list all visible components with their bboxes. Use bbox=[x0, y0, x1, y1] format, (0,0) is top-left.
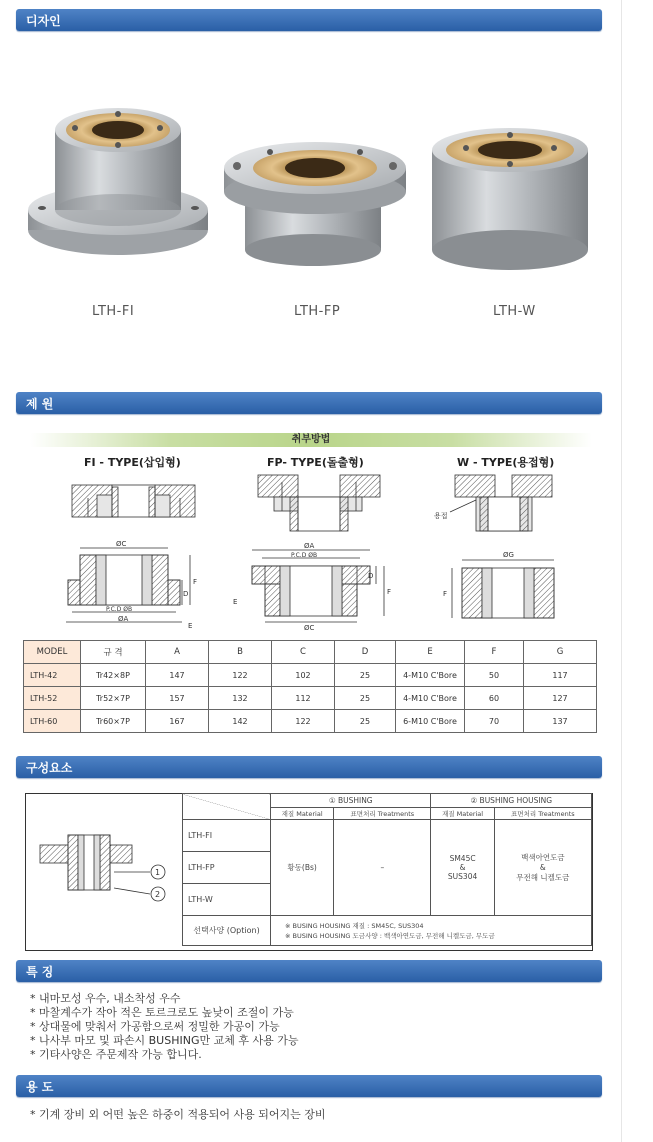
section-title-usage: 용 도 bbox=[26, 1080, 54, 1094]
comp-option-text bbox=[271, 916, 592, 946]
list-item: * 기타사양은 주문제작 가능 합니다. bbox=[30, 1048, 202, 1061]
spec-header-cell: D bbox=[335, 641, 396, 664]
comp-header-housing: ② BUSHING HOUSING bbox=[431, 794, 592, 808]
comp-model-cell: LTH-FI bbox=[183, 820, 271, 852]
comp-housing-material-line: SUS304 bbox=[447, 872, 478, 881]
dim-fp-f: F bbox=[387, 588, 392, 596]
spec-header-cell: C bbox=[272, 641, 335, 664]
comp-sub-material: 재질 Material bbox=[431, 808, 494, 820]
section-title-components: 구성요소 bbox=[26, 761, 73, 775]
spec-cell: 60 bbox=[465, 687, 524, 710]
section-title-spec: 제 원 bbox=[26, 397, 54, 411]
table-row bbox=[24, 687, 597, 710]
table-row bbox=[24, 710, 597, 733]
mounting-drawings bbox=[0, 470, 620, 635]
spec-cell: 132 bbox=[209, 687, 272, 710]
dim-fp-e: E bbox=[233, 598, 238, 606]
features-list bbox=[30, 992, 298, 1062]
callout-2: 2 bbox=[155, 890, 161, 899]
product-image-fi bbox=[28, 108, 208, 255]
dim-fi-e: E bbox=[188, 622, 193, 630]
dim-fp-b: P.C.D ØB bbox=[291, 552, 318, 559]
product-label-w: LTH-W bbox=[493, 304, 536, 319]
list-item: * 마찰계수가 작아 적은 토르크로도 높낮이 조절이 가능 bbox=[30, 1006, 294, 1019]
spec-cell: 167 bbox=[146, 710, 209, 733]
section-bar-components bbox=[16, 756, 602, 778]
dim-fp-c: ØC bbox=[304, 624, 315, 632]
dim-fp-d: D bbox=[368, 572, 374, 580]
comp-option-label: 선택사양 (Option) bbox=[183, 916, 271, 946]
comp-sub-treatment: 표면처리 Treatments bbox=[494, 808, 591, 820]
weld-label: 용접 bbox=[434, 512, 448, 520]
spec-cell: 147 bbox=[146, 664, 209, 687]
spec-cell: 25 bbox=[335, 687, 396, 710]
spec-cell: LTH-60 bbox=[24, 710, 81, 733]
spec-cell: 112 bbox=[272, 687, 335, 710]
spec-header-cell: E bbox=[396, 641, 465, 664]
spec-cell: 25 bbox=[335, 664, 396, 687]
product-label-fp: LTH-FP bbox=[294, 304, 341, 319]
spec-cell: Tr42×8P bbox=[81, 664, 146, 687]
drawing-w-installed bbox=[450, 475, 552, 531]
spec-header-cell: B bbox=[209, 641, 272, 664]
drawing-fp-installed bbox=[258, 475, 380, 531]
list-item: * 기계 장비 외 어떤 높은 하중이 적용되어 사용 되어지는 장비 bbox=[30, 1108, 326, 1121]
type-title-fi: FI - TYPE(삽입형) bbox=[84, 456, 181, 469]
spec-table-header bbox=[24, 641, 597, 664]
product-image-w bbox=[432, 128, 588, 270]
drawing-w-section bbox=[452, 560, 554, 618]
product-label-fi: LTH-FI bbox=[92, 304, 135, 319]
spec-cell: 117 bbox=[524, 664, 597, 687]
spec-cell: 127 bbox=[524, 687, 597, 710]
spec-cell: Tr60×7P bbox=[81, 710, 146, 733]
spec-cell: 25 bbox=[335, 710, 396, 733]
dim-fi-c: ØC bbox=[116, 540, 127, 548]
spec-header-cell: G bbox=[524, 641, 597, 664]
spec-table bbox=[23, 640, 597, 733]
spec-cell: 122 bbox=[272, 710, 335, 733]
comp-model-cell: LTH-FP bbox=[183, 852, 271, 884]
comp-model-cell: LTH-W bbox=[183, 884, 271, 916]
type-title-w: W - TYPE(용접형) bbox=[457, 456, 555, 469]
drawing-fi-installed bbox=[72, 485, 195, 517]
comp-housing-treatment-line: 무전해 니켈도금 bbox=[516, 873, 570, 882]
section-title-design: 디자인 bbox=[26, 14, 61, 28]
spec-cell: Tr52×7P bbox=[81, 687, 146, 710]
spec-cell: 102 bbox=[272, 664, 335, 687]
comp-option-line: ※ BUSING HOUSING 도금사양 : 백색아연도금, 무전해 니켈도금, 무도금 bbox=[285, 931, 495, 940]
dim-fi-a: ØA bbox=[118, 615, 129, 623]
comp-corner-cell bbox=[183, 794, 271, 820]
dim-fi-f: F bbox=[193, 578, 198, 586]
list-item: * 나사부 마모 및 파손시 BUSHING만 교체 후 사용 가능 bbox=[30, 1034, 299, 1047]
comp-bushing-material: 황동(Bs) bbox=[271, 820, 334, 916]
components-table bbox=[182, 793, 592, 946]
comp-sub-treatment: 표면처리 Treatments bbox=[334, 808, 431, 820]
callout-1: 1 bbox=[155, 868, 161, 877]
comp-bushing-treatment: – bbox=[334, 820, 431, 916]
spec-header-cell: F bbox=[465, 641, 524, 664]
spec-cell: 4-M10 C'Bore bbox=[396, 664, 465, 687]
dim-fi-b: P.C.D ØB bbox=[106, 606, 133, 613]
section-bar-spec bbox=[16, 392, 602, 414]
comp-housing-treatment-line: 백색아연도금 bbox=[521, 853, 565, 862]
dim-fp-a: ØA bbox=[304, 542, 315, 550]
comp-housing-material-line: & bbox=[459, 863, 466, 872]
comp-housing-material bbox=[431, 820, 494, 916]
spec-cell: LTH-42 bbox=[24, 664, 81, 687]
spec-cell: 157 bbox=[146, 687, 209, 710]
spec-cell: 122 bbox=[209, 664, 272, 687]
drawing-fp-section bbox=[252, 550, 384, 622]
mount-banner-title: 취부방법 bbox=[291, 434, 331, 445]
type-title-fp: FP- TYPE(돌출형) bbox=[267, 456, 364, 469]
spec-cell: 137 bbox=[524, 710, 597, 733]
section-bar-features bbox=[16, 960, 602, 982]
dim-w-g: ØG bbox=[503, 551, 514, 559]
spec-cell: 4-M10 C'Bore bbox=[396, 687, 465, 710]
list-item: * 상대물에 맞춰서 가공함으로써 정밀한 가공이 가능 bbox=[30, 1020, 280, 1033]
mount-banner bbox=[30, 433, 592, 447]
section-title-features: 특 징 bbox=[26, 965, 54, 979]
comp-housing-treatment bbox=[494, 820, 591, 916]
table-row bbox=[24, 664, 597, 687]
components-drawing bbox=[30, 830, 180, 910]
usage-list bbox=[30, 1108, 326, 1122]
list-item: * 내마모성 우수, 내소착성 우수 bbox=[30, 992, 181, 1005]
comp-housing-treatment-line: & bbox=[539, 863, 546, 872]
spec-cell: 6-M10 C'Bore bbox=[396, 710, 465, 733]
spec-header-cell: MODEL bbox=[24, 641, 81, 664]
spec-header-cell: 규 격 bbox=[81, 641, 146, 664]
dim-fi-d: D bbox=[183, 590, 189, 598]
comp-housing-material-line: SM45C bbox=[449, 854, 476, 863]
product-photos bbox=[0, 40, 620, 300]
spec-header-cell: A bbox=[146, 641, 209, 664]
product-image-fp bbox=[224, 142, 406, 266]
page-divider bbox=[621, 0, 622, 1142]
spec-cell: 70 bbox=[465, 710, 524, 733]
spec-cell: 50 bbox=[465, 664, 524, 687]
comp-header-bushing: ① BUSHING bbox=[271, 794, 431, 808]
section-bar-design bbox=[16, 9, 602, 31]
comp-sub-material: 재질 Material bbox=[271, 808, 334, 820]
section-bar-usage bbox=[16, 1075, 602, 1097]
spec-cell: LTH-52 bbox=[24, 687, 81, 710]
spec-cell: 142 bbox=[209, 710, 272, 733]
comp-option-line: ※ BUSING HOUSING 재질 : SM45C, SUS304 bbox=[285, 921, 424, 930]
dim-w-f: F bbox=[443, 590, 448, 598]
